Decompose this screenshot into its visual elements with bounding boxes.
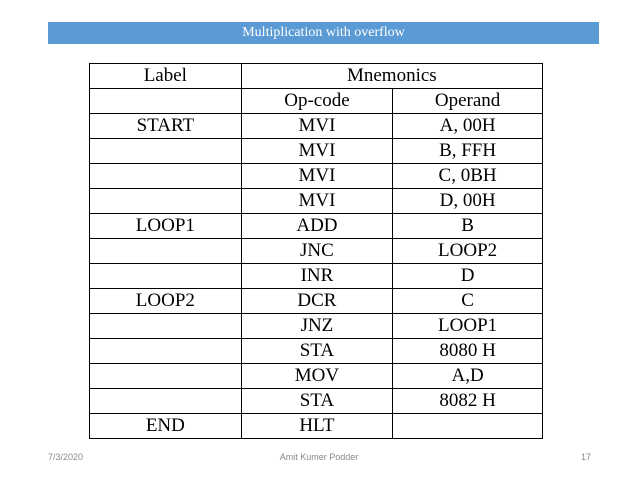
opcode-cell: STA xyxy=(241,389,392,414)
header-operand: Operand xyxy=(393,89,543,114)
label-cell xyxy=(90,339,242,364)
operand-cell: D xyxy=(393,264,543,289)
opcode-cell: MOV xyxy=(241,364,392,389)
table-row xyxy=(90,239,543,264)
table-row xyxy=(90,289,543,314)
header-mnemonics: Mnemonics xyxy=(241,64,542,89)
label-cell xyxy=(90,364,242,389)
table-row xyxy=(90,264,543,289)
assembly-table xyxy=(89,63,543,439)
footer-page-number: 17 xyxy=(581,452,592,462)
opcode-cell: ADD xyxy=(241,214,392,239)
operand-cell: A,D xyxy=(393,364,543,389)
table-row xyxy=(90,314,543,339)
label-cell xyxy=(90,314,242,339)
opcode-cell: JNZ xyxy=(241,314,392,339)
table-row xyxy=(90,139,543,164)
opcode-cell: MVI xyxy=(241,114,392,139)
footer-date: 7/3/2020 xyxy=(48,452,84,462)
table-row xyxy=(90,389,543,414)
opcode-cell: DCR xyxy=(241,289,392,314)
label-cell xyxy=(90,189,242,214)
operand-cell: B xyxy=(393,214,543,239)
label-cell: LOOP2 xyxy=(90,289,242,314)
header-label-empty xyxy=(90,89,242,114)
label-cell xyxy=(90,239,242,264)
operand-cell: LOOP2 xyxy=(393,239,543,264)
opcode-cell: MVI xyxy=(241,189,392,214)
label-cell xyxy=(90,164,242,189)
opcode-cell: MVI xyxy=(241,139,392,164)
table-header-row xyxy=(90,64,543,89)
table-row xyxy=(90,339,543,364)
header-opcode: Op-code xyxy=(241,89,392,114)
table-row xyxy=(90,414,543,439)
label-cell xyxy=(90,389,242,414)
operand-cell xyxy=(393,414,543,439)
operand-cell: C, 0BH xyxy=(393,164,543,189)
label-cell xyxy=(90,264,242,289)
table-row xyxy=(90,189,543,214)
table-row xyxy=(90,164,543,189)
operand-cell: A, 00H xyxy=(393,114,543,139)
footer-author: Amit Kumer Podder xyxy=(279,452,359,462)
opcode-cell: HLT xyxy=(241,414,392,439)
operand-cell: D, 00H xyxy=(393,189,543,214)
table-row xyxy=(90,214,543,239)
label-cell: LOOP1 xyxy=(90,214,242,239)
opcode-cell: MVI xyxy=(241,164,392,189)
opcode-cell: STA xyxy=(241,339,392,364)
opcode-cell: INR xyxy=(241,264,392,289)
operand-cell: 8082 H xyxy=(393,389,543,414)
table-subheader-row xyxy=(90,89,543,114)
slide-title: Multiplication with overflow xyxy=(48,22,599,44)
operand-cell: C xyxy=(393,289,543,314)
label-cell: END xyxy=(90,414,242,439)
header-label: Label xyxy=(90,64,242,89)
operand-cell: LOOP1 xyxy=(393,314,543,339)
operand-cell: 8080 H xyxy=(393,339,543,364)
label-cell: START xyxy=(90,114,242,139)
label-cell xyxy=(90,139,242,164)
operand-cell: B, FFH xyxy=(393,139,543,164)
table-row xyxy=(90,114,543,139)
opcode-cell: JNC xyxy=(241,239,392,264)
table-row xyxy=(90,364,543,389)
